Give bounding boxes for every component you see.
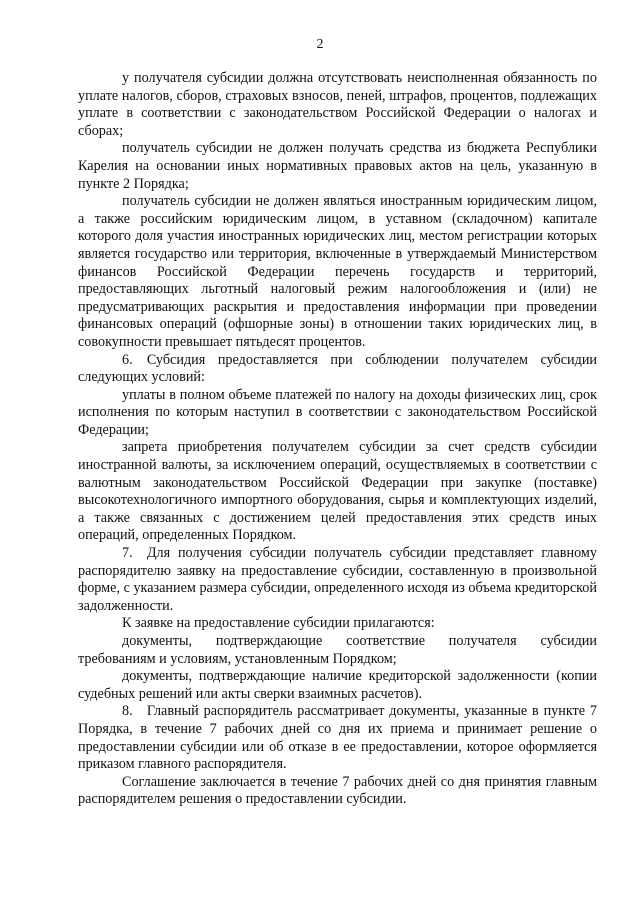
- paragraph-attachments-intro: К заявке на предоставление субсидии прилагаются:: [122, 615, 435, 632]
- paragraph-foreign-currency-ban: запрета приобретения получателем субсидии за счет средств субсидии иностранной валюты, за исключением операций, осуществляемых в соответствии с валютным законодательством Российской Федерации при закупке (поставке) высокотехнологичного импортного оборудования, сырья и комплектующих изделий, а также связанных с достижением целей предоставления этих средств иных операций, определенных Порядком.: [78, 439, 597, 544]
- paragraph-item-8: 8. Главный распорядитель рассматривает документы, указанные в пункте 7 Порядка, в течение 7 рабочих дней со дня их приема и принимает решение о предоставлении субсидии или об отказе в ее предоставлении, которое оформляется приказом главного распорядителя.: [78, 703, 597, 773]
- paragraph-agreement: Соглашение заключается в течение 7 рабочих дней со дня принятия главным распорядителем решения о предоставлении субсидии.: [78, 773, 597, 808]
- page-number: 2: [316, 37, 324, 52]
- paragraph-compliance-documents: документы, подтверждающие соответствие получателя субсидии требованиям и условиям, установленным Порядком;: [78, 633, 597, 667]
- paragraph-debt-documents: документы, подтверждающие наличие кредиторской задолженности (копии судебных решений или акты сверки взаимных расчетов).: [78, 668, 597, 702]
- document-body: [78, 70, 597, 809]
- paragraph-no-other-budget-funds: получатель субсидии не должен получать средства из бюджета Республики Карелия на основании иных нормативных правовых актов на цель, указанную в пункте 2 Порядка;: [78, 140, 597, 192]
- paragraph-no-tax-debt: у получателя субсидии должна отсутствовать неисполненная обязанность по уплате налогов, сборов, страховых взносов, пеней, штрафов, процентов, подлежащих уплате в соответствии с законодательством Российской Федерации о налогах и сборах;: [78, 70, 597, 139]
- paragraph-item-7: 7. Для получения субсидии получатель субсидии представляет главному распорядителю заявку на предоставление субсидии, составленную в произвольной форме, с указанием размера субсидии, определенного исходя из объема кредиторской задолженности.: [78, 545, 597, 614]
- paragraph-income-tax-payment: уплаты в полном объеме платежей по налогу на доходы физических лиц, срок исполнения по которым наступил в соответствии с законодательством Российской Федерации;: [78, 386, 597, 438]
- paragraph-item-6: 6. Субсидия предоставляется при соблюдении получателем субсидии следующих условий:: [78, 351, 597, 386]
- paragraph-not-foreign-entity: получатель субсидии не должен являться иностранным юридическим лицом, а также российским юридическим лицом, в уставном (складочном) капитале которого доля участия иностранных юридических лиц, местом регистрации которых является государство или территория, включенные в утверждаемый Министерством финансов Российской Федерации перечень государств и территорий, предоставляющих льготный налоговый режим налогообложения и (или) не предусматривающих раскрытия и предоставления информации при проведении финансовых операций (офшорные зоны) в отношении таких юридических лиц, в совокупности превышает пятьдесят процентов.: [78, 193, 597, 350]
